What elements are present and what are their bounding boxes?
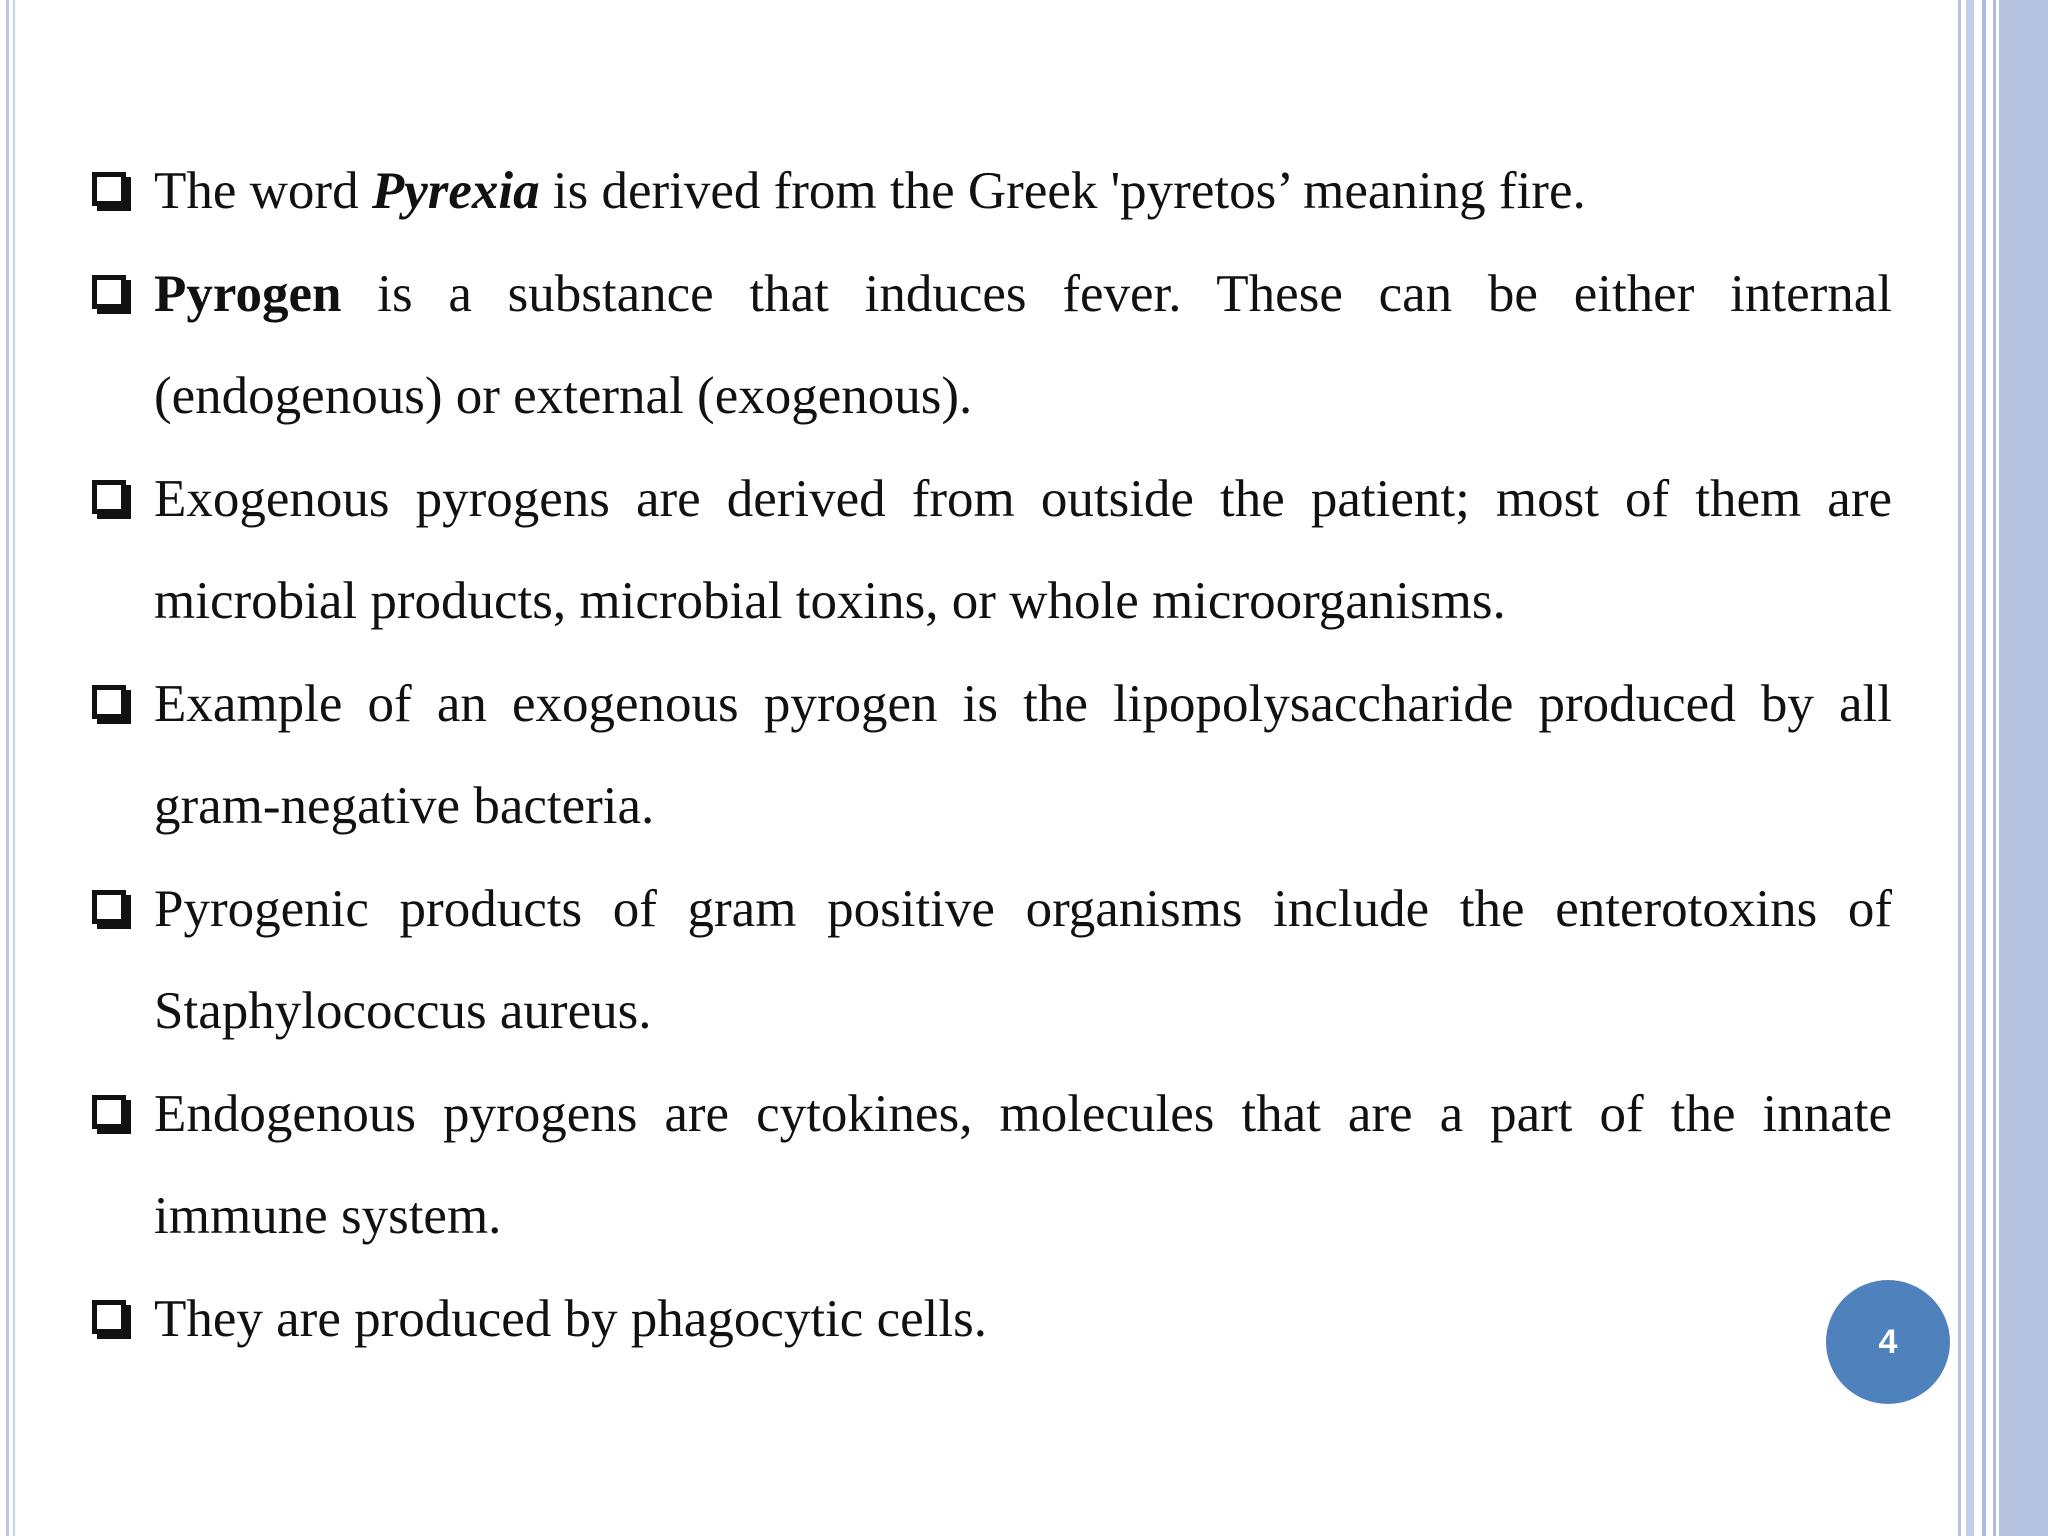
checkbox-icon — [92, 1300, 126, 1334]
bullet-text: is a substance that induces fever. These can be either internal (endogenous) or external (exogenous). — [154, 264, 1892, 425]
bullet-term: Pyrexia — [371, 162, 540, 220]
checkbox-icon — [92, 275, 126, 309]
right-border-fill — [1999, 0, 2048, 1536]
right-border-band — [1966, 0, 1974, 1536]
checkbox-icon — [92, 890, 126, 924]
slide-body — [92, 140, 1892, 1370]
right-border-line — [1958, 0, 1961, 1536]
bullet-text: Pyrogenic products of gram positive organisms include the enterotoxins of Staphylococcus aureus. — [154, 879, 1892, 1040]
bullet-text: Exogenous pyrogens are derived from outside the patient; most of them are microbial products, microbial toxins, or whole microorganisms. — [154, 469, 1892, 630]
checkbox-icon — [92, 685, 126, 719]
right-border-line-3 — [1993, 0, 1996, 1536]
checkbox-icon — [92, 480, 126, 514]
bullet-item — [92, 858, 1892, 1063]
page-number-badge: 4 — [1826, 1280, 1950, 1404]
bullet-text: is derived from the Greek 'pyretos’ meaning fire. — [539, 162, 1586, 220]
bullet-text: The word — [154, 162, 372, 220]
left-border-line-inner — [13, 0, 15, 1536]
bullet-text: They are produced by phagocytic cells. — [154, 1289, 987, 1348]
bullet-item — [92, 1268, 1892, 1371]
bullet-item — [92, 1063, 1892, 1268]
bullet-item — [92, 140, 1892, 243]
checkbox-icon — [92, 1095, 126, 1129]
left-border-line — [6, 0, 9, 1536]
bullet-item — [92, 448, 1892, 653]
checkbox-icon — [92, 172, 126, 206]
bullet-text: Endogenous pyrogens are cytokines, molecules that are a part of the innate immune system. — [154, 1084, 1892, 1245]
bullet-term: Pyrogen — [154, 264, 342, 323]
bullet-item — [92, 243, 1892, 448]
right-border-line-2 — [1982, 0, 1986, 1536]
bullet-text: Example of an exogenous pyrogen is the lipopolysaccharide produced by all gram-negative bacteria. — [154, 674, 1892, 835]
bullet-item — [92, 653, 1892, 858]
